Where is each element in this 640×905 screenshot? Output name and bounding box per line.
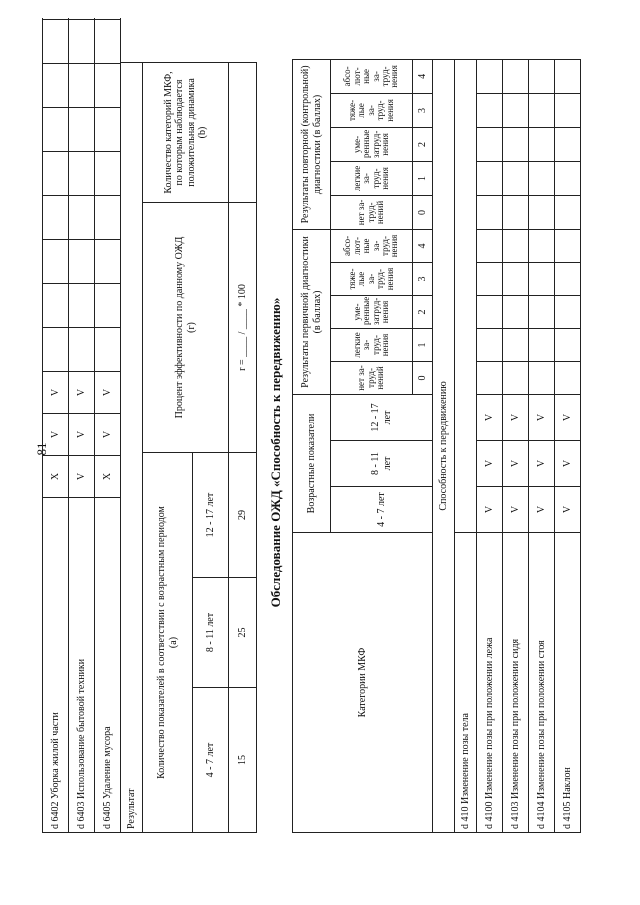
primary-level-1: легкие за- труд- нения — [331, 328, 413, 361]
empty-cell — [503, 328, 529, 361]
main-row-label: d 4105 Наклон — [555, 533, 581, 833]
group-row-label: d 410 Изменение позы тела — [455, 533, 477, 833]
empty-cell — [95, 19, 121, 20]
empty-cell — [555, 361, 581, 394]
empty-cell — [43, 19, 69, 20]
empty-cell — [95, 328, 121, 372]
repeat-score-0: 0 — [413, 195, 433, 229]
repeat-level-1: легкие за- труд- нения — [331, 161, 413, 195]
main-row-mark: V — [477, 441, 503, 487]
top-row-mark: Х — [95, 456, 121, 498]
empty-cell — [95, 20, 121, 64]
empty-cell — [529, 59, 555, 93]
empty-cell — [529, 262, 555, 295]
empty-cell — [95, 64, 121, 108]
primary-score-0: 0 — [413, 361, 433, 394]
percent-header: Процент эффективности по данному ОЖД (г) — [143, 203, 229, 453]
top-row-mark: V — [69, 372, 95, 414]
count-age-2: 8 - 11 лет — [193, 578, 229, 688]
repeat-score-1: 1 — [413, 161, 433, 195]
top-row — [43, 19, 69, 833]
empty-cell — [69, 152, 95, 196]
empty-cell — [529, 127, 555, 161]
main-row-mark: V — [529, 394, 555, 440]
repeat-level-0: нет за- труд- нений — [331, 195, 413, 229]
empty-cell — [555, 127, 581, 161]
main-row — [503, 59, 529, 832]
empty-cell — [43, 20, 69, 64]
age-col-1: 4 - 7 лет — [331, 487, 433, 533]
top-row-mark: V — [95, 414, 121, 456]
empty-cell — [477, 229, 503, 262]
repeat-header: Результаты повторной (контрольной) диагностики (в баллах) — [293, 59, 331, 229]
primary-level-2: уме- ренные затруд- нения — [331, 295, 413, 328]
top-row-label: d 6403 Использование бытовой техники — [69, 498, 95, 833]
repeat-score-2: 2 — [413, 127, 433, 161]
empty-cell — [95, 196, 121, 240]
section-heading: Обследование ОЖД «Способность к передвижению» — [268, 297, 283, 608]
repeat-level-3: тяже- лые за- труд- нения — [331, 93, 413, 127]
age-header: Возрастные показатели — [293, 394, 331, 532]
empty-cell — [477, 295, 503, 328]
empty-cell — [95, 152, 121, 196]
empty-cell — [503, 127, 529, 161]
empty-cell — [43, 240, 69, 284]
empty-cell — [529, 195, 555, 229]
empty-cell — [69, 64, 95, 108]
empty-cell — [43, 328, 69, 372]
empty-cell — [503, 229, 529, 262]
empty-cell — [503, 59, 529, 93]
empty-cell — [43, 152, 69, 196]
empty-cell — [43, 64, 69, 108]
main-row — [477, 59, 503, 832]
empty-cell — [477, 361, 503, 394]
empty-cell — [555, 93, 581, 127]
result-table — [120, 62, 257, 833]
empty-cell — [555, 161, 581, 195]
empty-cell — [503, 361, 529, 394]
top-row-label: d 6402 Уборка жилой части — [43, 498, 69, 833]
top-row-mark: Х — [43, 456, 69, 498]
repeat-score-4: 4 — [413, 59, 433, 93]
count-age-1: 4 - 7 лет — [193, 688, 229, 833]
top-row-mark: V — [69, 456, 95, 498]
empty-cell — [503, 161, 529, 195]
result-title: Результат — [121, 62, 143, 832]
group-row-fill — [455, 59, 477, 532]
main-row-label: d 4103 Изменение позы при положении сидя — [503, 533, 529, 833]
count-value-2: 25 — [229, 578, 257, 688]
empty-cell — [477, 59, 503, 93]
empty-cell — [69, 108, 95, 152]
top-row — [95, 19, 121, 833]
main-row-mark: V — [477, 487, 503, 533]
primary-level-4: абсо- лют- ные за- труд- нения — [331, 229, 413, 262]
main-row — [555, 59, 581, 832]
empty-cell — [477, 262, 503, 295]
empty-cell — [529, 295, 555, 328]
primary-level-3: тяже- лые за- труд- нения — [331, 262, 413, 295]
main-row-mark: V — [529, 441, 555, 487]
empty-cell — [529, 328, 555, 361]
top-row-label: d 6405 Удаление мусора — [95, 498, 121, 833]
main-row-mark: V — [555, 394, 581, 440]
empty-cell — [95, 240, 121, 284]
main-row-mark: V — [555, 487, 581, 533]
empty-cell — [529, 93, 555, 127]
empty-cell — [69, 20, 95, 64]
empty-cell — [555, 195, 581, 229]
mkf-count-header: Количество категорий МКФ, по которым наблюдается положительная динамика (b) — [143, 62, 229, 202]
empty-cell — [69, 196, 95, 240]
primary-score-2: 2 — [413, 295, 433, 328]
main-row-mark: V — [555, 441, 581, 487]
empty-cell — [69, 284, 95, 328]
empty-cell — [477, 195, 503, 229]
empty-cell — [477, 328, 503, 361]
main-row-mark: V — [529, 487, 555, 533]
empty-cell — [529, 161, 555, 195]
count-value-3: 29 — [229, 453, 257, 578]
repeat-level-4: абсо- лют- ные за- труд- нения — [331, 59, 413, 93]
empty-cell — [529, 361, 555, 394]
main-row — [529, 59, 555, 832]
empty-cell — [69, 19, 95, 20]
top-row-mark: V — [69, 414, 95, 456]
top-row-mark: V — [43, 372, 69, 414]
empty-cell — [555, 295, 581, 328]
empty-cell — [555, 328, 581, 361]
empty-cell — [555, 59, 581, 93]
main-row-label: d 4100 Изменение позы при положении лежа — [477, 533, 503, 833]
count-value-1: 15 — [229, 688, 257, 833]
empty-cell — [555, 262, 581, 295]
age-col-3: 12 - 17 лет — [331, 394, 433, 440]
empty-cell — [503, 262, 529, 295]
main-row-mark: V — [503, 487, 529, 533]
empty-cell — [503, 295, 529, 328]
count-age-3: 12 - 17 лет — [193, 453, 229, 578]
empty-cell — [43, 108, 69, 152]
primary-score-1: 1 — [413, 328, 433, 361]
empty-cell — [69, 328, 95, 372]
main-row-label: d 4104 Изменение позы при положении стоя — [529, 533, 555, 833]
empty-cell — [503, 195, 529, 229]
mkf-count-value — [229, 62, 257, 202]
primary-score-4: 4 — [413, 229, 433, 262]
top-criteria-table — [42, 19, 121, 834]
main-row-mark: V — [477, 394, 503, 440]
subsection-title: Способность к передвижению — [433, 59, 455, 832]
percent-formula: r = ____ / ____ * 100 — [229, 203, 257, 453]
main-row-mark: V — [503, 441, 529, 487]
empty-cell — [477, 93, 503, 127]
empty-cell — [95, 108, 121, 152]
empty-cell — [43, 196, 69, 240]
empty-cell — [477, 161, 503, 195]
empty-cell — [69, 240, 95, 284]
empty-cell — [555, 229, 581, 262]
empty-cell — [529, 229, 555, 262]
count-header: Количество показателей в соответствии с возрастным периодом (а) — [143, 453, 193, 833]
top-row-mark: V — [95, 372, 121, 414]
empty-cell — [477, 127, 503, 161]
top-row — [69, 19, 95, 833]
main-table — [292, 59, 581, 833]
empty-cell — [95, 284, 121, 328]
top-row-mark: V — [43, 414, 69, 456]
category-header: Категории МКФ — [293, 533, 433, 833]
empty-cell — [43, 284, 69, 328]
age-col-2: 8 - 11 лет — [331, 441, 433, 487]
empty-cell — [503, 93, 529, 127]
primary-score-3: 3 — [413, 262, 433, 295]
page-number: 81 — [34, 442, 49, 456]
repeat-level-2: уме- ренные затруд- нения — [331, 127, 413, 161]
repeat-score-3: 3 — [413, 93, 433, 127]
main-row-mark: V — [503, 394, 529, 440]
primary-header: Результаты первичной диагностики (в баллах) — [293, 229, 331, 394]
primary-level-0: нет за- труд- нений — [331, 361, 413, 394]
